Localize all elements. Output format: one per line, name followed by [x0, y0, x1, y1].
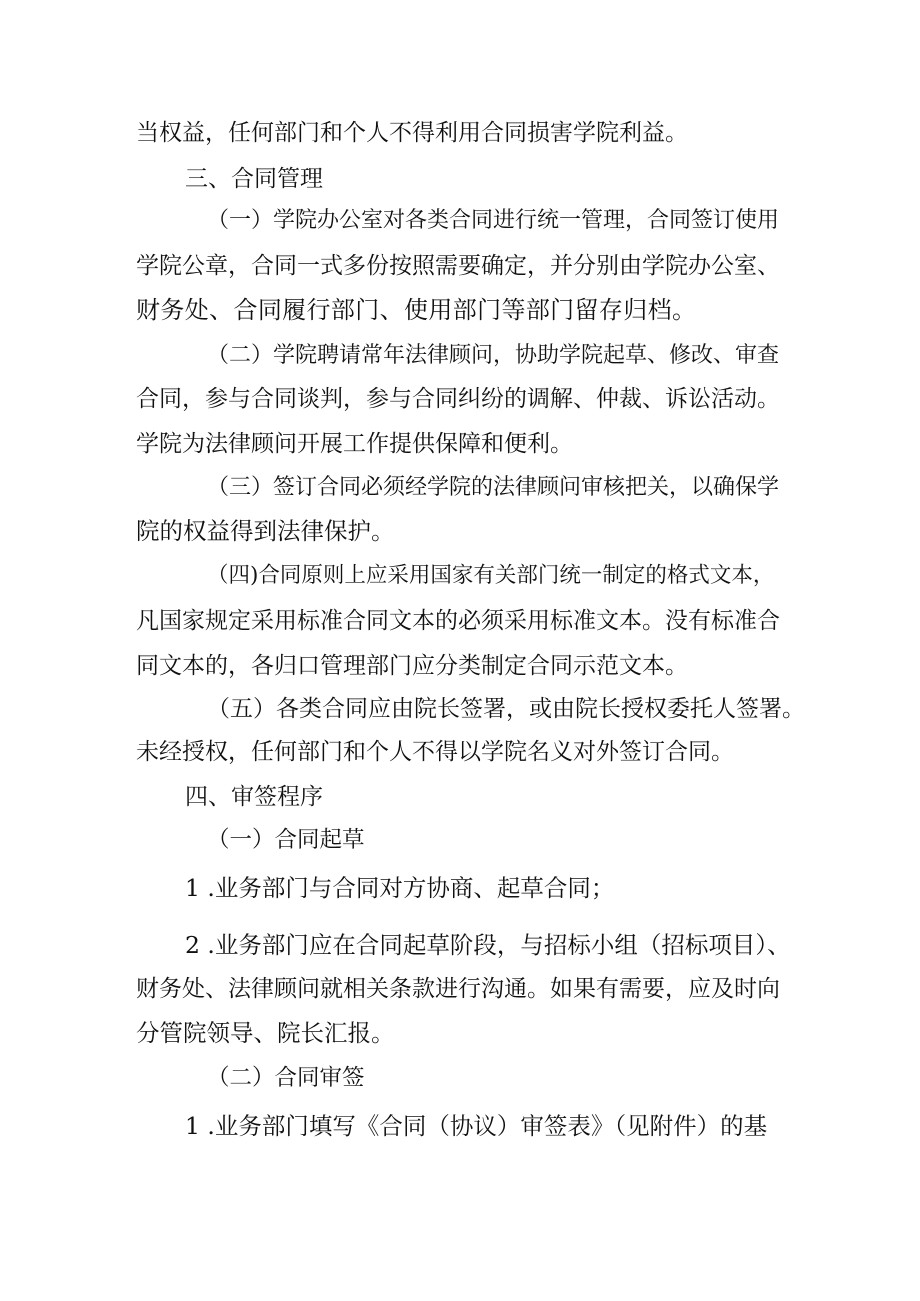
text-line: （二）学院聘请常年法律顾问，协助学院起草、修改、审查 [207, 343, 780, 368]
text-line: 院的权益得到法律保护。 [136, 517, 395, 545]
subsection-heading: （一）合同起草 [207, 827, 365, 853]
text-line: 2 .业务部门应在合同起草阶段，与招标小组（招标项目）、 [185, 931, 791, 959]
text-line: 分管院领导、院长汇报。 [136, 1019, 395, 1047]
section-heading: 三、合同管理 [185, 166, 323, 192]
text-line: 同文本的，各归口管理部门应分类制定合同示范文本。 [136, 653, 688, 679]
text-line: 凡国家规定采用标准合同文本的必须采用标准文本。没有标准合 [136, 608, 780, 634]
text-line: 当权益，任何部门和个人不得利用合同损害学院利益。 [136, 120, 688, 146]
text-line: 财务处、合同履行部门、使用部门等部门留存归档。 [136, 296, 697, 324]
text-line: 合同，参与合同谈判，参与合同纠纷的调解、仲裁、诉讼活动。 [136, 386, 780, 412]
text-line: 学院为法律顾问开展工作提供保障和便利。 [136, 431, 573, 457]
text-line: （四)合同原则上应采用国家有关部门统一制定的格式文本， [207, 563, 775, 588]
section-heading: 四、审签程序 [185, 784, 323, 810]
text-line: 1 .业务部门填写《合同（协议）审签表》（见附件）的基 [185, 1112, 768, 1140]
text-line: 1 .业务部门与合同对方协商、起草合同； [185, 874, 615, 902]
text-line: 财务处、法律顾问就相关条款进行沟通。如果有需要，应及时向 [136, 976, 780, 1002]
text-line: 未经授权，任何部门和个人不得以学院名义对外签订合同。 [136, 739, 734, 765]
subsection-heading: （二）合同审签 [207, 1065, 365, 1091]
text-line: （三）签订合同必须经学院的法律顾问审核把关，以确保学 [207, 475, 780, 500]
text-line: （一）学院办公室对各类合同进行统一管理，合同签订使用 [207, 208, 780, 233]
text-line: 学院公章，合同一式多份按照需要确定，并分别由学院办公室、 [136, 253, 780, 279]
text-line: （五）各类合同应由院长签署，或由院长授权委托人签署。 [207, 696, 805, 722]
